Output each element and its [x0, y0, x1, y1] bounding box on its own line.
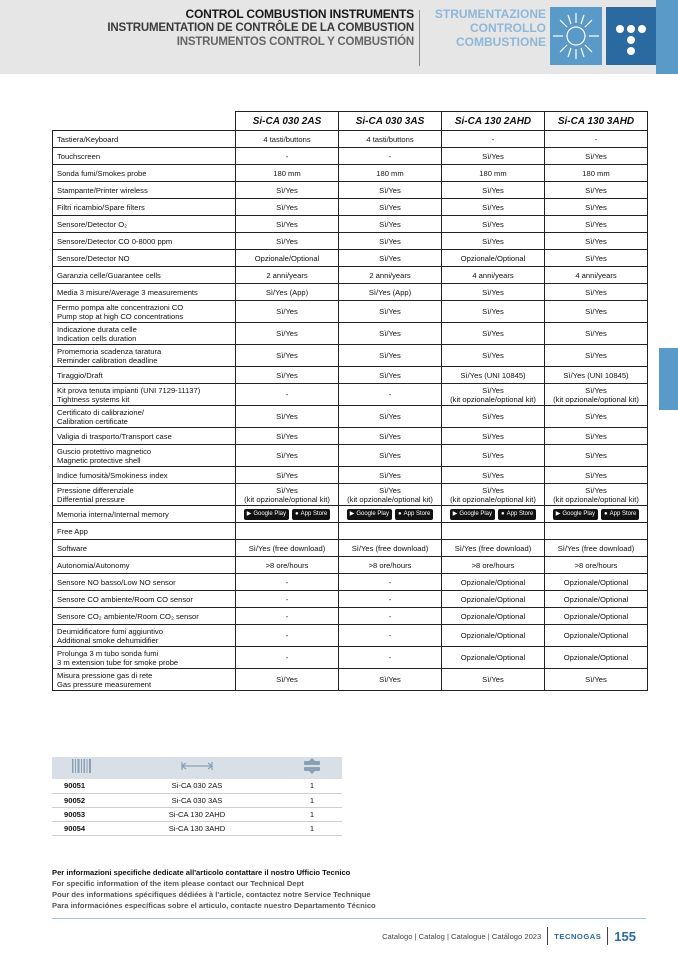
spec-row [53, 323, 648, 345]
page-number: 155 [614, 928, 636, 944]
spec-row [53, 284, 648, 301]
spec-cell: - [339, 148, 442, 165]
spec-cell: 4 anni/years [442, 267, 545, 284]
spec-cell: Sì/Yes [545, 148, 648, 165]
spec-cell: 4 tasti/buttons [236, 131, 339, 148]
spec-cell: Sì/Yes [339, 182, 442, 199]
page-footer [382, 927, 636, 945]
spec-cell: - [236, 625, 339, 647]
spec-row [53, 591, 648, 608]
spec-cell: Sì/Yes [545, 233, 648, 250]
spec-table [52, 111, 648, 691]
spec-cell: - [339, 384, 442, 406]
article-row [52, 807, 342, 821]
article-quantity: 1 [282, 779, 342, 793]
spec-cell: Sì/Yes [339, 323, 442, 345]
spec-row-label: Tastiera/Keyboard [53, 131, 236, 148]
spec-cell: 180 mm [545, 165, 648, 182]
spec-row-label: Autonomia/Autonomy [53, 557, 236, 574]
spec-cell: Sì/Yes (kit opzionale/optional kit) [442, 484, 545, 506]
spec-cell: - [236, 647, 339, 669]
header-title-fr: INSTRUMENTATION DE CONTRÔLE DE LA COMBUSTION [107, 22, 414, 34]
spec-cell: Sì/Yes [442, 284, 545, 301]
spec-row-label: Software [53, 540, 236, 557]
spec-row [53, 406, 648, 428]
spec-cell: Sì/Yes [236, 199, 339, 216]
spec-cell: Opzionale/Optional [442, 625, 545, 647]
apple-icon: ● [604, 510, 608, 517]
spec-cell: Sì/Yes [236, 445, 339, 467]
spec-cell: Sì/Yes (free download) [545, 540, 648, 557]
article-description: Si-CA 130 2AHD [112, 807, 282, 821]
spec-cell [236, 523, 339, 540]
spec-cell: Sì/Yes [442, 323, 545, 345]
spec-cell: - [236, 148, 339, 165]
spec-cell: Sì/Yes [236, 467, 339, 484]
spec-cell: Opzionale/Optional [442, 608, 545, 625]
spec-cell: Opzionale/Optional [545, 608, 648, 625]
spec-row-label: Filtri ricambio/Spare filters [53, 199, 236, 216]
spec-row-label: Stampante/Printer wireless [53, 182, 236, 199]
google-play-badge[interactable] [347, 509, 392, 520]
spec-cell: Sì/Yes [442, 406, 545, 428]
article-code: 90054 [52, 821, 112, 835]
article-row [52, 821, 342, 835]
spec-cell: 180 mm [339, 165, 442, 182]
header-title-es: INSTRUMENTOS CONTROL Y COMBUSTIÓN [176, 36, 414, 48]
spec-cell: Opzionale/Optional [545, 591, 648, 608]
spec-cell: Sì/Yes [442, 148, 545, 165]
spec-cell: Opzionale/Optional [236, 250, 339, 267]
spec-row [53, 523, 648, 540]
header-divider [419, 10, 420, 66]
app-store-label: App Store [609, 510, 637, 517]
brand-dots-icon [606, 7, 656, 65]
spec-cell: - [339, 608, 442, 625]
spec-row [53, 467, 648, 484]
spec-row-label: Prolunga 3 m tubo sonda fumi 3 m extension tube for smoke probe [53, 647, 236, 669]
spec-row-label: Promemoria scadenza taratura Reminder calibration deadline [53, 345, 236, 367]
google-play-label: Google Play [356, 510, 389, 517]
spec-cell: Sì/Yes [442, 216, 545, 233]
article-table [52, 757, 342, 836]
spec-cell: 4 tasti/buttons [339, 131, 442, 148]
app-store-badge[interactable] [395, 509, 433, 520]
spec-cell: Sì/Yes [339, 406, 442, 428]
spec-row [53, 428, 648, 445]
spec-cell: Sì/Yes [339, 428, 442, 445]
spec-column-header: Si-CA 030 3AS [339, 112, 442, 131]
spec-cell: Sì/Yes (UNI 10845) [442, 367, 545, 384]
spec-row [53, 233, 648, 250]
spec-row [53, 165, 648, 182]
spec-row [53, 557, 648, 574]
spec-row [53, 267, 648, 284]
spec-cell: Sì/Yes [339, 216, 442, 233]
spec-row-label: Kit prova tenuta impianti (UNI 7129-11137) Tightness systems kit [53, 384, 236, 406]
section-side-tab [659, 348, 678, 410]
spec-cell: Opzionale/Optional [442, 591, 545, 608]
spec-column-header: Si-CA 130 3AHD [545, 112, 648, 131]
note-it: Per informazioni specifiche dedicate all'articolo contattare il nostro Ufficio Tecnico [52, 868, 351, 877]
spec-row-label: Touchscreen [53, 148, 236, 165]
spec-row-label: Guscio protettivo magnetico Magnetic protective shell [53, 445, 236, 467]
spec-cell: Sì/Yes [236, 301, 339, 323]
spec-row [53, 669, 648, 691]
dimension-icon [112, 757, 282, 779]
spec-cell: Sì/Yes (App) [236, 284, 339, 301]
spec-cell: Sì/Yes (free download) [442, 540, 545, 557]
spec-column-header: Si-CA 030 2AS [236, 112, 339, 131]
header-title-it-1: STRUMENTAZIONE [434, 7, 546, 21]
brand-name: TECNOGAS [554, 931, 602, 941]
article-description: Si-CA 130 3AHD [112, 821, 282, 835]
spec-row [53, 131, 648, 148]
spec-cell: Sì/Yes [236, 216, 339, 233]
spec-row-label: Free App [53, 523, 236, 540]
footer-separator [607, 927, 608, 945]
spec-cell: 4 anni/years [545, 267, 648, 284]
store-badges [546, 509, 646, 520]
spec-cell: Sì/Yes [236, 367, 339, 384]
store-badges [340, 509, 440, 520]
google-play-label: Google Play [459, 510, 492, 517]
page-header [0, 0, 678, 74]
spec-cell: Sì/Yes [545, 345, 648, 367]
spec-cell: Sì/Yes [545, 406, 648, 428]
spec-row-label: Pressione differenziale Differential pressure [53, 484, 236, 506]
spec-row [53, 445, 648, 467]
spec-cell: Opzionale/Optional [442, 647, 545, 669]
spec-row-label: Sonda fumi/Smokes probe [53, 165, 236, 182]
spec-cell: Sì/Yes [545, 301, 648, 323]
spec-row [53, 484, 648, 506]
spec-cell: Opzionale/Optional [442, 250, 545, 267]
spec-cell: Sì/Yes [339, 669, 442, 691]
spec-cell [442, 523, 545, 540]
header-titles [107, 7, 414, 49]
app-store-badge[interactable] [601, 509, 639, 520]
spec-cell: Sì/Yes [442, 199, 545, 216]
spec-cell: Sì/Yes [442, 428, 545, 445]
header-color-stripe [656, 0, 678, 74]
spec-row-label: Sensore/Detector NO [53, 250, 236, 267]
spec-cell: Sì/Yes [545, 216, 648, 233]
spec-cell: >8 ore/hours [442, 557, 545, 574]
spec-row-label: Misura pressione gas di rete Gas pressure measurement [53, 669, 236, 691]
app-store-badge[interactable] [498, 509, 536, 520]
footer-separator [547, 927, 548, 945]
spec-row-label: Indicazione durata celle Indication cells duration [53, 323, 236, 345]
spec-cell: 2 anni/years [236, 267, 339, 284]
spec-row-label: Memoria interna/Internal memory [53, 506, 236, 523]
spec-cell: Sì/Yes [339, 250, 442, 267]
play-icon: ▶ [246, 510, 252, 517]
spec-cell [339, 506, 442, 523]
spec-row-label: Tiraggio/Draft [53, 367, 236, 384]
app-store-badge[interactable] [292, 509, 330, 520]
article-header-row [52, 757, 342, 779]
spec-cell: Sì/Yes [339, 367, 442, 384]
spec-cell: >8 ore/hours [545, 557, 648, 574]
app-store-label: App Store [300, 510, 328, 517]
spec-cell: Sì/Yes [339, 467, 442, 484]
spec-cell: >8 ore/hours [236, 557, 339, 574]
spec-cell: - [236, 608, 339, 625]
spec-cell: Sì/Yes [442, 467, 545, 484]
spec-cell: Sì/Yes [236, 406, 339, 428]
spec-row-label: Sensore NO basso/Low NO sensor [53, 574, 236, 591]
spec-cell: Sì/Yes [236, 182, 339, 199]
spec-cell: - [236, 384, 339, 406]
spec-row [53, 345, 648, 367]
spec-row [53, 216, 648, 233]
spec-row-label: Indice fumosità/Smokiness index [53, 467, 236, 484]
footer-rule [52, 918, 646, 919]
catalog-label: Catalogo | Catalog | Catalogue | Catálogo 2023 [382, 931, 542, 941]
spec-cell: Sì/Yes (kit opzionale/optional kit) [442, 384, 545, 406]
spec-cell: Sì/Yes (free download) [339, 540, 442, 557]
spec-row [53, 506, 648, 523]
spec-cell: Sì/Yes [339, 301, 442, 323]
spec-cell: Sì/Yes [545, 428, 648, 445]
article-code: 90051 [52, 779, 112, 793]
store-badges [443, 509, 543, 520]
spec-row [53, 250, 648, 267]
spec-cell: Sì/Yes [236, 233, 339, 250]
google-play-badge[interactable] [553, 509, 598, 520]
spec-cell: - [339, 591, 442, 608]
article-description: Si-CA 030 2AS [112, 779, 282, 793]
spec-cell: - [545, 131, 648, 148]
spec-cell: Sì/Yes [236, 345, 339, 367]
spec-row-label: Sensore/Detector CO 0-8000 ppm [53, 233, 236, 250]
package-quantity-icon [282, 757, 342, 779]
spec-row-label: Sensore CO₂ ambiente/Room CO₂ sensor [53, 608, 236, 625]
spec-cell [545, 523, 648, 540]
spec-cell: Sì/Yes [339, 345, 442, 367]
spec-cell: Sì/Yes [545, 445, 648, 467]
spec-cell: 180 mm [442, 165, 545, 182]
spec-row [53, 574, 648, 591]
spec-cell: Sì/Yes [442, 445, 545, 467]
spec-cell: Sì/Yes (kit opzionale/optional kit) [545, 484, 648, 506]
spec-row [53, 301, 648, 323]
spec-row-label: Deumidificatore fumi aggiuntivo Additional smoke dehumidifier [53, 625, 236, 647]
spec-row [53, 384, 648, 406]
apple-icon: ● [295, 510, 299, 517]
spec-cell: Sì/Yes (kit opzionale/optional kit) [545, 384, 648, 406]
article-quantity: 1 [282, 807, 342, 821]
store-badges [237, 509, 337, 520]
spec-row-label: Valigia di trasporto/Transport case [53, 428, 236, 445]
app-store-label: App Store [506, 510, 534, 517]
google-play-badge[interactable] [244, 509, 289, 520]
spec-cell: Sì/Yes [442, 301, 545, 323]
play-icon: ▶ [452, 510, 458, 517]
spec-cell: Sì/Yes [339, 233, 442, 250]
note-fr: Pour des informations spécifiques dédiées à l'article, contactez notre Service Technique [52, 890, 371, 899]
spec-row [53, 540, 648, 557]
google-play-label: Google Play [253, 510, 286, 517]
spec-cell: - [339, 625, 442, 647]
google-play-label: Google Play [562, 510, 595, 517]
spec-row [53, 199, 648, 216]
technical-note [52, 867, 472, 911]
spec-cell: Sì/Yes [545, 467, 648, 484]
spec-cell: - [236, 591, 339, 608]
spec-cell: - [339, 574, 442, 591]
spec-cell: Sì/Yes (kit opzionale/optional kit) [339, 484, 442, 506]
spec-cell: >8 ore/hours [339, 557, 442, 574]
spec-cell: Sì/Yes [545, 199, 648, 216]
spec-cell: 180 mm [236, 165, 339, 182]
spec-row-label: Sensore/Detector O₂ [53, 216, 236, 233]
spec-row [53, 625, 648, 647]
spec-row-label: Media 3 misure/Average 3 measurements [53, 284, 236, 301]
spec-cell: - [339, 647, 442, 669]
spec-cell: Sì/Yes [545, 182, 648, 199]
spec-cell [339, 523, 442, 540]
spec-cell: Sì/Yes [339, 199, 442, 216]
header-titles-it [428, 7, 546, 49]
spec-cell: Sì/Yes [545, 669, 648, 691]
barcode-icon [52, 757, 112, 779]
spec-row-label: Certificato di calibrazione/ Calibration certificate [53, 406, 236, 428]
article-code: 90053 [52, 807, 112, 821]
spec-cell: Opzionale/Optional [442, 574, 545, 591]
spec-cell: Sì/Yes (kit opzionale/optional kit) [236, 484, 339, 506]
note-es: Para informaciónes específicas sobre el articulo, contacte nuestro Departamento Técnico [52, 901, 376, 910]
app-store-label: App Store [403, 510, 431, 517]
spec-cell: Sì/Yes [236, 428, 339, 445]
article-row [52, 779, 342, 793]
spec-cell: Sì/Yes [442, 345, 545, 367]
article-description: Si-CA 030 3AS [112, 793, 282, 807]
spec-row-label: Garanzia celle/Guarantee cells [53, 267, 236, 284]
spec-row [53, 367, 648, 384]
google-play-badge[interactable] [450, 509, 495, 520]
spec-cell: Opzionale/Optional [545, 647, 648, 669]
play-icon: ▶ [349, 510, 355, 517]
spec-cell: Sì/Yes [442, 669, 545, 691]
spec-cell: 2 anni/years [339, 267, 442, 284]
spec-row-label: Sensore CO ambiente/Room CO sensor [53, 591, 236, 608]
spec-cell [442, 506, 545, 523]
spec-cell: - [236, 574, 339, 591]
article-code: 90052 [52, 793, 112, 807]
spec-cell: Sì/Yes (UNI 10845) [545, 367, 648, 384]
spec-header-blank [53, 112, 236, 131]
spec-cell: Sì/Yes [236, 669, 339, 691]
article-quantity: 1 [282, 793, 342, 807]
spec-cell: Sì/Yes [236, 323, 339, 345]
spec-cell: Sì/Yes [339, 445, 442, 467]
spec-cell: Sì/Yes [545, 250, 648, 267]
spec-cell [545, 506, 648, 523]
spec-cell [236, 506, 339, 523]
play-icon: ▶ [555, 510, 561, 517]
spec-cell: Opzionale/Optional [545, 625, 648, 647]
note-en: For specific information of the item please contact our Technical Dept [52, 879, 304, 888]
spec-cell: Sì/Yes [545, 284, 648, 301]
spec-row-label: Fermo pompa alte concentrazioni CO Pump stop at high CO concentrations [53, 301, 236, 323]
header-title-it-2: CONTROLLO [470, 21, 546, 35]
spec-cell: Sì/Yes (free download) [236, 540, 339, 557]
spec-column-header: Si-CA 130 2AHD [442, 112, 545, 131]
spec-row [53, 608, 648, 625]
spec-row [53, 647, 648, 669]
header-title-en: CONTROL COMBUSTION INSTRUMENTS [185, 7, 414, 21]
spec-cell: Sì/Yes [442, 233, 545, 250]
spec-row [53, 148, 648, 165]
spec-cell: Sì/Yes (App) [339, 284, 442, 301]
apple-icon: ● [398, 510, 402, 517]
spec-cell: Opzionale/Optional [545, 574, 648, 591]
spec-cell: - [442, 131, 545, 148]
spec-header-row [53, 112, 648, 131]
article-row [52, 793, 342, 807]
flame-burst-icon [550, 7, 602, 65]
spec-cell: Sì/Yes [545, 323, 648, 345]
header-title-it-3: COMBUSTIONE [456, 35, 546, 49]
spec-row [53, 182, 648, 199]
article-quantity: 1 [282, 821, 342, 835]
spec-cell: Sì/Yes [442, 182, 545, 199]
apple-icon: ● [501, 510, 505, 517]
